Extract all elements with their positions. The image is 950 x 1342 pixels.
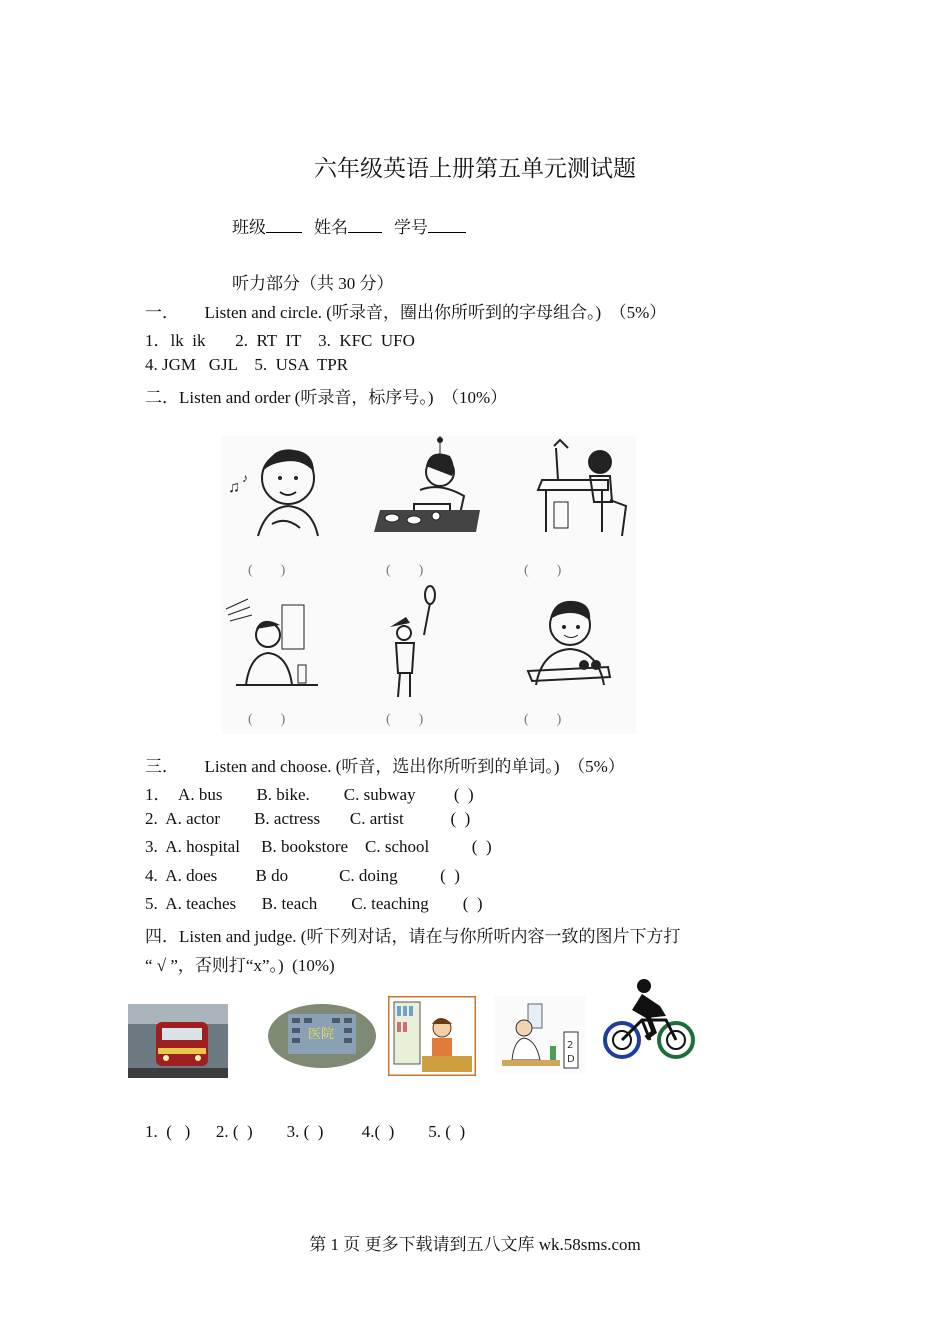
section4-heading-line1: 四．Listen and judge. (听下列对话，请在与你所听内容一致的图片下方打 [145,927,681,946]
choose-item-5: 5. A. teaches B. teach C. teaching ( ) [145,894,483,913]
doctor-picture [494,996,586,1074]
section1-row2: 4. JGM GJL 5. USA TPR [145,355,349,374]
boy-with-cakes-picture [498,585,636,734]
name-label: 姓名 [314,218,348,237]
hospital-sign-text: 医院 [308,1027,335,1042]
order-paren-6: ( ) [524,712,562,727]
section1-heading: 一． Listen and circle. (听录音，圈出你所听到的字母组合。) （5%） [145,303,667,322]
id-label: 学号 [394,218,428,237]
girl-studying-picture [498,436,636,585]
listening-header: 听力部分（共 30 分） [232,274,394,293]
woman-cooking-picture [360,436,498,585]
order-paren-3: ( ) [524,563,562,578]
order-paren-1: ( ) [248,563,286,578]
boy-singing-picture [222,436,360,585]
section1-row1: 1．lk ik 2. RT IT 3. KFC UFO [145,331,415,350]
class-blank [266,214,302,233]
train-picture [128,1004,228,1078]
bookstore-picture [388,996,476,1076]
page-footer: 第 1 页 更多下载请到五八文库 wk.58sms.com [309,1235,641,1254]
svg-text:♫: ♫ [228,479,240,496]
order-paren-2: ( ) [386,563,424,578]
choose-item-4: 4. A. does B do C. doing ( ) [145,866,460,885]
section2-heading: 二．Listen and order (听录音，标序号。) （10%） [145,388,508,407]
svg-text:2: 2 [567,1040,574,1051]
class-label: 班级 [232,218,266,237]
choose-item-2: 2. A. actor B. actress C. artist ( ) [145,809,471,828]
section4-heading-line2: “ √ ”，否则打“x”。) (10%) [145,956,335,975]
choose-item-3: 3. A. hospital B. bookstore C. school ( ) [145,837,492,856]
judge-answers: 1. ( ) 2. ( ) 3. ( ) 4.( ) 5. ( ) [145,1122,466,1141]
section3-heading: 三． Listen and choose. (听音，选出你所听到的单词。) （5%） [145,757,625,776]
choose-item-1: 1． A. bus B. bike. C. subway ( ) [145,785,474,804]
name-blank [348,214,382,233]
student-info-line [232,213,478,238]
page-title: 六年级英语上册第五单元测试题 [314,156,636,181]
hospital-picture [268,1004,376,1068]
id-blank [428,214,466,233]
order-paren-4: ( ) [248,712,286,727]
bike-picture [602,976,696,1062]
order-picture-grid [222,436,636,734]
svg-text:♪: ♪ [242,471,248,485]
doctor-at-desk-picture [222,585,360,734]
order-paren-5: ( ) [386,712,424,727]
policeman-picture [360,585,498,734]
svg-text:D: D [567,1054,575,1065]
